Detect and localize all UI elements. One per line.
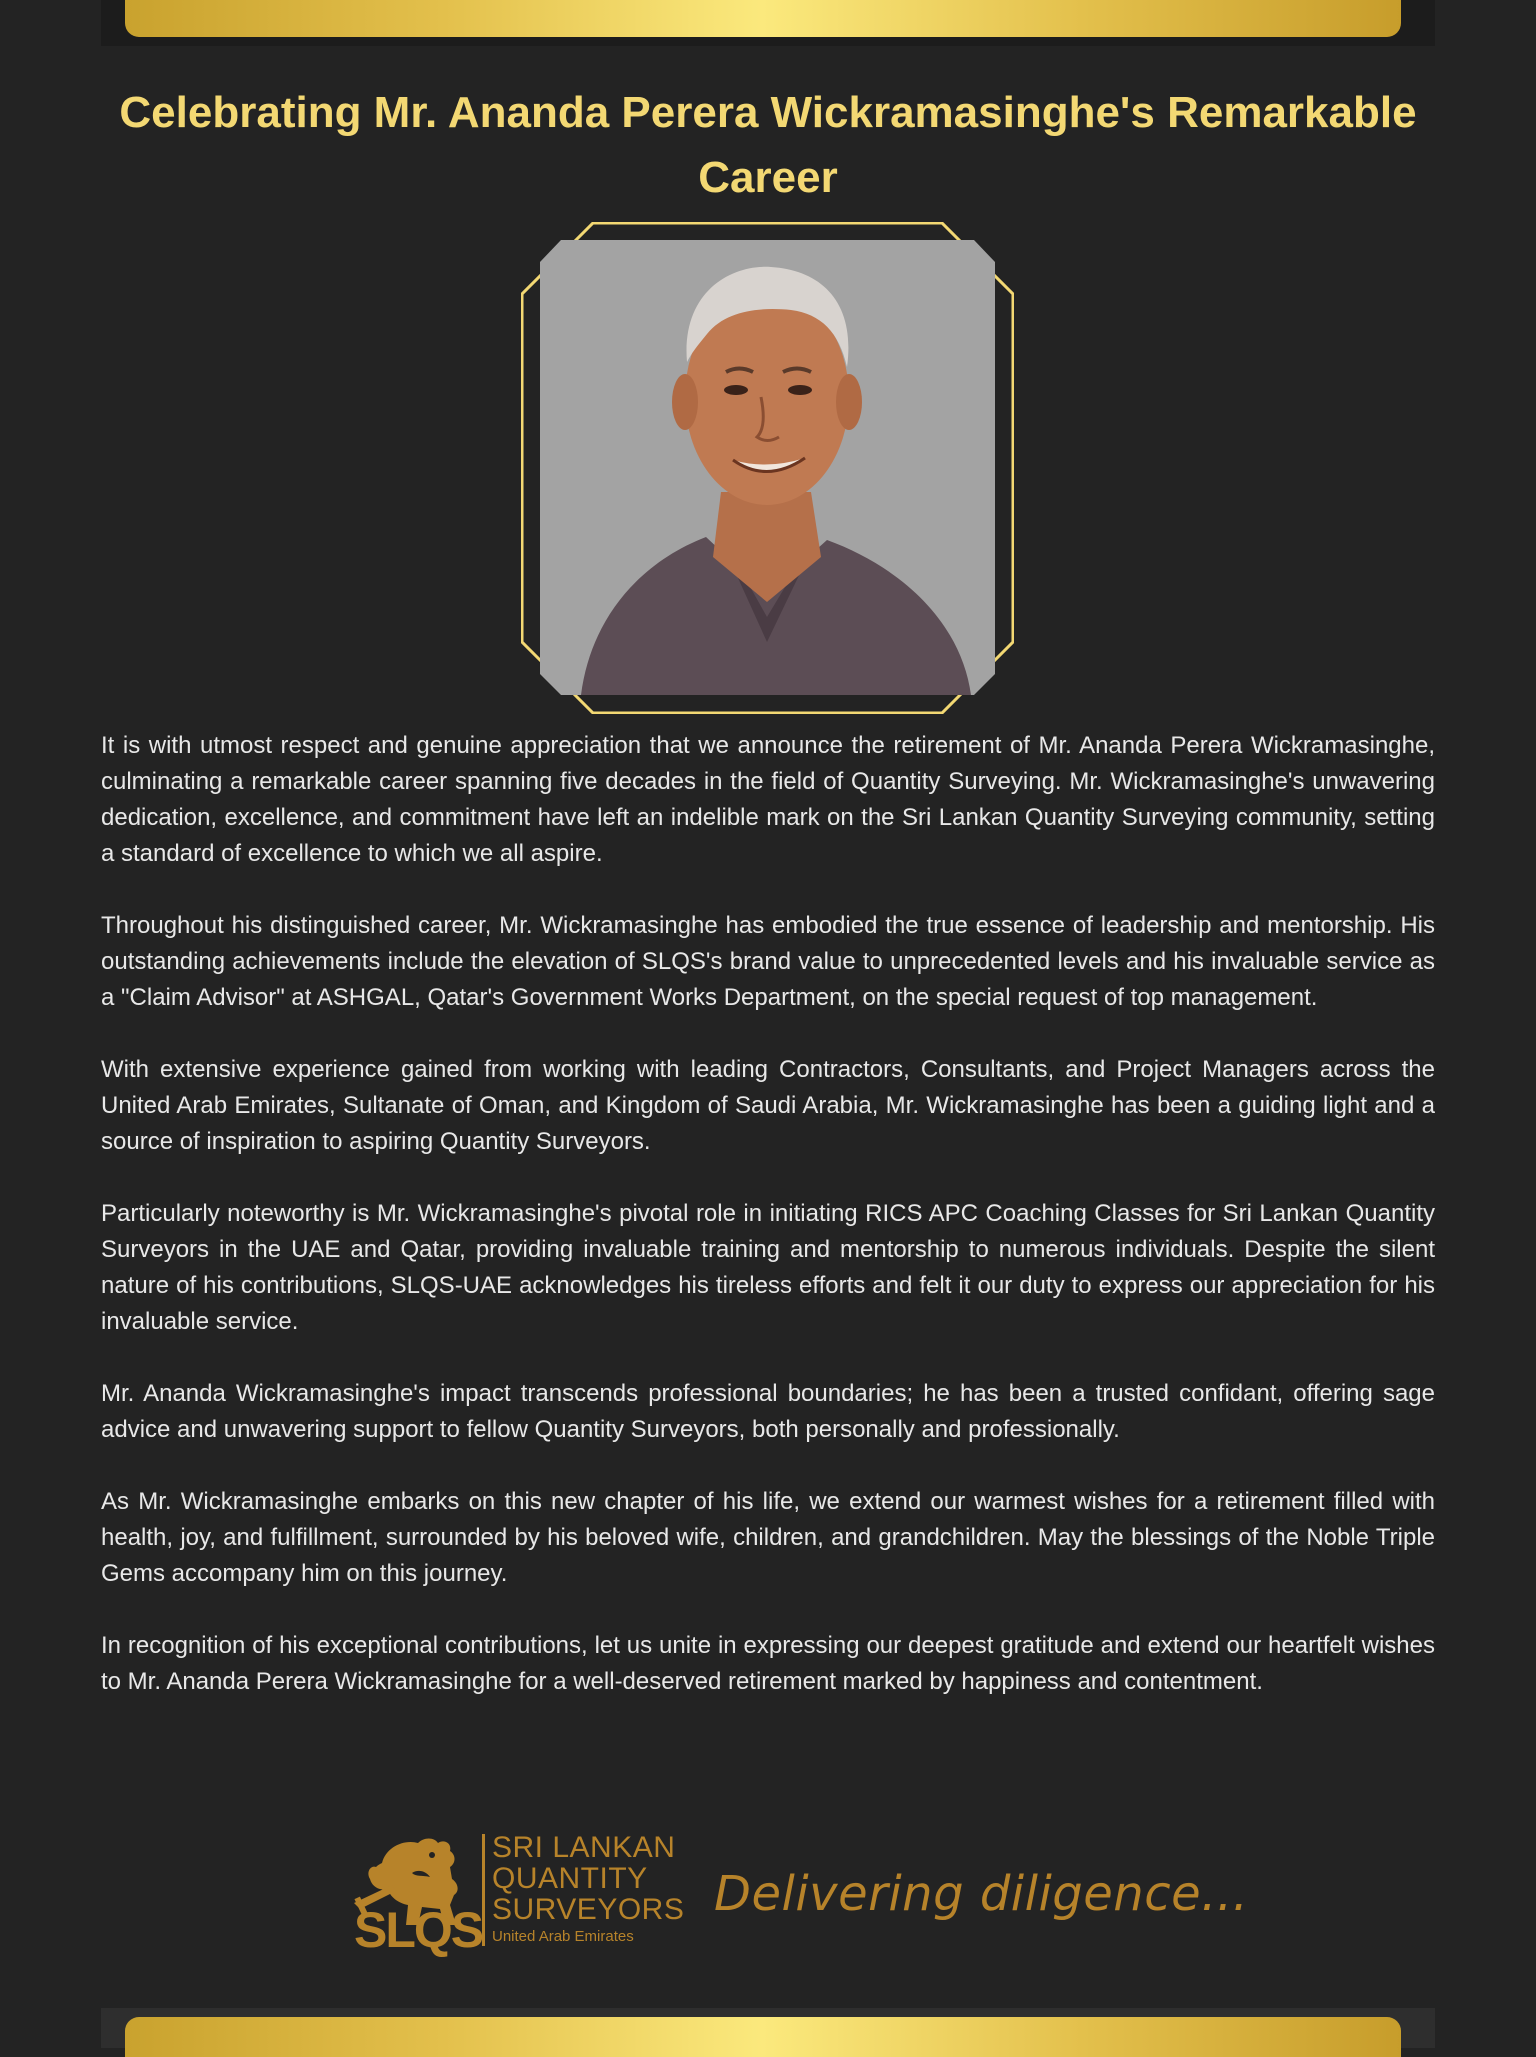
paragraph: Throughout his distinguished career, Mr. Wickramasinghe has embodied the true essence of leadership and mentorship. His outstanding achievements include the elevation of SLQS's brand value to unprecedented levels and his invaluable service as a "Claim Advisor" at ASHGAL, Qatar's Government Works Department, on the special request of top management.	[101, 912, 1435, 1011]
top-gold-bar	[125, 0, 1401, 37]
paragraph: As Mr. Wickramasinghe embarks on this new chapter of his life, we extend our warmest wishes for a retirement filled with health, joy, and fulfillment, surrounded by his beloved wife, children, and grandchildren. May the blessings of the Noble Triple Gems accompany him on this journey.	[101, 1488, 1435, 1587]
logo-line-3: SURVEYORS	[492, 1893, 685, 1926]
bottom-gold-bar	[125, 2017, 1401, 2057]
paragraph: With extensive experience gained from working with leading Contractors, Consultants, and Project Managers across the United Arab Emirates, Sultanate of Oman, and Kingdom of Saudi Arabia, Mr. Wickramasinghe has been a guiding light and a source of inspiration to aspiring Quantity Surveyors.	[101, 1056, 1435, 1155]
paragraph: It is with utmost respect and genuine appreciation that we announce the retirement of Mr. Ananda Perera Wickramasinghe, culminating a remarkable career spanning five decades in the field of Quantity Surveying. Mr. Wickramasinghe's unwavering dedication, excellence, and commitment have left an indelible mark on the Sri Lankan Quantity Surveying community, setting a standard of excellence to which we all aspire.	[101, 732, 1435, 867]
paragraph: Mr. Ananda Wickramasinghe's impact transcends professional boundaries; he has been a trusted confidant, offering sage advice and unwavering support to fellow Quantity Surveyors, both personally and professionally.	[101, 1380, 1435, 1443]
portrait-frame	[521, 222, 1014, 714]
logo-wordmark	[492, 1832, 684, 1949]
slqs-logo	[352, 1808, 685, 1958]
paragraph: In recognition of his exceptional contributions, let us unite in expressing our deepest gratitude and extend our heartfelt wishes to Mr. Ananda Perera Wickramasinghe for a well-deserved retirement marked by happiness and contentment.	[101, 1632, 1435, 1695]
logo-line-2: QUANTITY	[492, 1862, 648, 1895]
slqs-abbreviation: SLQS	[354, 1902, 483, 1958]
body-text	[101, 728, 1435, 1736]
paragraph: Particularly noteworthy is Mr. Wickramasinghe's pivotal role in initiating RICS APC Coaching Classes for Sri Lankan Quantity Surveyors in the UAE and Qatar, providing invaluable training and mentorship to numerous individuals. Despite the silent nature of his contributions, SLQS-UAE acknowledges his tireless efforts and felt it our duty to express our appreciation for his invaluable service.	[101, 1200, 1435, 1335]
portrait-octagon	[521, 222, 1014, 714]
logo-line-1: SRI LANKAN	[492, 1831, 676, 1864]
tagline: Delivering diligence...	[714, 1866, 1249, 1922]
logo-divider	[482, 1834, 485, 1946]
page-title: Celebrating Mr. Ananda Perera Wickramasinghe's Remarkable Career	[119, 88, 1417, 202]
logo-subline: United Arab Emirates	[492, 1928, 634, 1945]
